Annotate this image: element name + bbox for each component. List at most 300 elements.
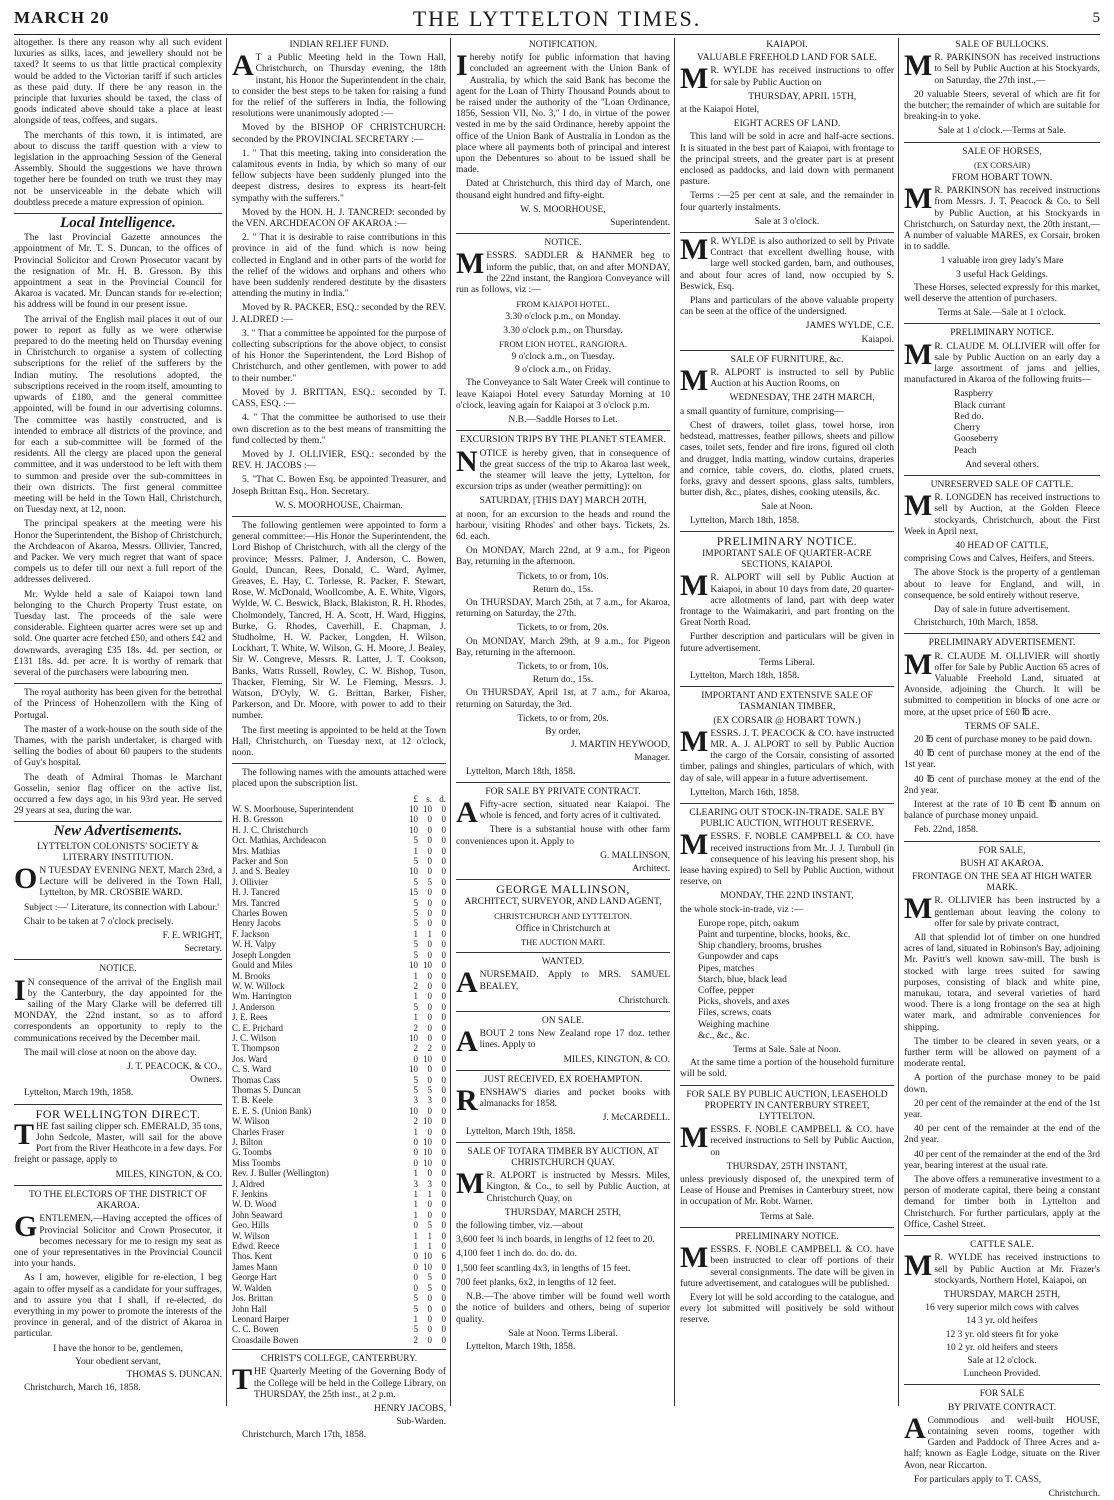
divider (680, 350, 894, 351)
pence: 0 (441, 1012, 446, 1023)
table-row (232, 1033, 446, 1043)
list-item: 1 valuable iron grey lady's Mare (940, 256, 1064, 267)
subscriber-name: Joseph Longden (232, 949, 291, 960)
shillings: 5 (427, 1282, 432, 1293)
signature: THOMAS S. DUNCAN. (126, 1369, 222, 1380)
pence: 0 (441, 1043, 446, 1054)
pounds: 2 (413, 1334, 418, 1345)
ad-body: The above offers a remunerative investment to a person of moderate capital, there being a constant demand for timber both in Lyttelton and Christchurch. For further particulars, apply at the Office, Cashel Street. (904, 1175, 1100, 1230)
pounds: 0 (413, 1261, 418, 1272)
ad-body: Dated at Christchurch, this third day of March, one thousand eight hundred and fifty-eight. (456, 179, 670, 201)
pounds: 1 (413, 1168, 418, 1179)
table-row (232, 1293, 446, 1303)
divider (14, 1104, 222, 1105)
ad-body: Sale at Noon. Terms Liberal. (508, 1328, 618, 1339)
ad-subheading: EIGHT ACRES OF LAND. (733, 119, 841, 130)
subscriber-name: James Mann (232, 1261, 278, 1272)
table-row (232, 1095, 446, 1105)
divider (904, 142, 1100, 143)
column-4 (680, 38, 894, 1406)
ad-body: MESSRS. J. T. PEACOCK & CO. have instructed MR. A. J. ALPORT to sell by Public Auction the cargo of the Corsair, consisting of assorted timber, palings and shingles, particulars of which, with day of sale, will appear in a future advertisement. (680, 724, 894, 784)
resolution-mover: Moved by the HON. H. J. TANCRED: seconded by the VEN. ARCHDEACON OF AKAROA :— (232, 207, 446, 230)
signature: J. T. PEACOCK, & CO., (127, 1062, 222, 1073)
pounds: 3 (413, 1095, 418, 1106)
ad-body: And several others. (965, 459, 1039, 470)
pence: 0 (441, 876, 446, 887)
ad-title: PRELIMINARY NOTICE. (716, 533, 858, 548)
pence: 0 (441, 1220, 446, 1231)
pounds: 0 (413, 1053, 418, 1064)
shillings: 0 (427, 1209, 432, 1220)
resolution-mover: Moved by J. BRITTAN, ESQ.: seconded by T. CASS, ESQ. :— (232, 387, 446, 410)
divider (680, 531, 894, 532)
ad-date: Lyttelton, March 16th, 1858. (690, 787, 800, 798)
table-row (232, 835, 446, 845)
ad-body: THE fast sailing clipper sch. EMERALD, 35 tons, John Sedcole, Master, will sail for the above Port from the River Heathcote in a few days. For freight or passage, apply to (14, 1117, 222, 1166)
pence: 0 (441, 908, 446, 919)
ad-title: WANTED. (541, 957, 585, 968)
shillings: 10 (423, 1116, 432, 1127)
list-item: Red do. (954, 411, 984, 422)
pounds: 5 (413, 835, 418, 846)
ad-body: A portion of the purchase money to be paid down. (904, 1073, 1100, 1095)
subscriber-name: C. S. Ward (232, 1064, 272, 1075)
ad-body: On MONDAY, March 29th, at 9 a.m., for Pigeon Bay, returning in the afternoon. (456, 636, 670, 658)
pence: 0 (441, 1209, 446, 1220)
pounds: 5 (413, 856, 418, 867)
divider (456, 1142, 670, 1143)
column-rule (898, 38, 899, 1406)
list-item: Pipes, matches (698, 963, 755, 974)
section-heading-local-intelligence: Local Intelligence. (60, 215, 176, 232)
signature: W. S. MOORHOUSE, (520, 204, 606, 215)
pounds: 1 (413, 1230, 418, 1241)
divider (904, 1384, 1100, 1385)
signature: Manager. (634, 753, 670, 764)
list-item: 10 2 yr. old heifers and steers (946, 1342, 1058, 1353)
subscriber-name: J. C. Wilson (232, 1032, 276, 1043)
pence: 0 (441, 845, 446, 856)
pounds: 5 (413, 939, 418, 950)
subscriber-name: Rev. J. Buller (Wellington) (232, 1168, 329, 1179)
ad-title: FOR WELLINGTON DIRECT. (35, 1106, 201, 1121)
pence: 0 (441, 1053, 446, 1064)
ad-body: Chair to be taken at 7 o'clock precisely. (24, 916, 174, 927)
news-paragraph: The master of a work-house on the south side of the Thames, with the parish undertaker, is charged with selling the bodies of about 60 paupers to the students of Guy's hospital. (14, 724, 222, 769)
signature: JAMES WYLDE, C.E. (805, 321, 894, 332)
ad-body: The timber to be cleared in seven years, or a further term will be allowed on payment of a moderate rental. (904, 1036, 1100, 1070)
subscriber-name: G. Toombs (232, 1147, 272, 1158)
ad-body: Luncheon Provided. (963, 1369, 1041, 1380)
ad-body: 700 feet planks, 6x2, in lengths of 12 feet. (456, 1277, 617, 1288)
shillings: 0 (427, 918, 432, 929)
pence: 0 (441, 1303, 446, 1314)
pounds: 5 (413, 1324, 418, 1335)
ad-subheading: FROM KAIAPOI HOTEL. (516, 299, 610, 310)
pence: 0 (441, 928, 446, 939)
ad-title: INDIAN RELIEF FUND. (289, 40, 389, 50)
ad-body: These Horses, selected expressly for this market, well deserve the attention of purchasers. (904, 282, 1100, 305)
shillings: 1 (427, 1189, 432, 1200)
ad-subheading: THURSDAY, MARCH 25TH, (943, 1289, 1061, 1300)
table-row (232, 929, 446, 939)
table-row (232, 1179, 446, 1189)
fruit-list (954, 389, 1100, 456)
pounds: 5 (413, 1001, 418, 1012)
table-row (232, 1189, 446, 1199)
table-row (232, 1283, 446, 1293)
shillings: 0 (427, 814, 432, 825)
column-5 (904, 38, 1100, 1499)
shillings: 0 (427, 866, 432, 877)
divider (14, 213, 222, 214)
ad-subheading: THURSDAY, MARCH 25TH, (504, 1207, 622, 1218)
signature: Kaiapoi. (861, 334, 894, 345)
table-row (232, 971, 446, 981)
ad-body: Terms at Sale.—Sale at 1 o'clock. (938, 308, 1066, 319)
ad-body: Subject :—' Literature, its connection with Labour.' (24, 902, 219, 913)
subscriber-name: H. J. Tancred (232, 887, 280, 898)
table-row (232, 1210, 446, 1220)
ad-subheading: FROM HOBART TOWN. (951, 173, 1053, 184)
subscriber-name: Packer and Son (232, 856, 288, 867)
pence: 0 (441, 1116, 446, 1127)
table-row (232, 1137, 446, 1147)
pounds: 10 (409, 824, 418, 835)
subscriber-name: M. Brooks (232, 970, 271, 981)
divider (904, 841, 1100, 842)
news-paragraph: The last Provincial Gazette announces the appointment of Mr. T. S. Duncan, to the offices of Provincial Solicitor and Crown Prosecutor vacant by the resignation of Mr. H. B. Gresson. By this appointment a seat in the Provincial Council for Akaroa is vacated. Mr. Duncan stands for re-election; his address will be found in our present issue. (14, 233, 222, 311)
ad-subheading: WEDNESDAY, THE 24TH MARCH, (729, 393, 875, 404)
ad-body: At the same time a portion of the household furniture will be sold. (680, 1058, 894, 1080)
pounds: 15 (409, 887, 418, 898)
pence: 6 (441, 1251, 446, 1262)
ad-body: The above Stock is the property of a gentleman about to leave for England, and will, in consequence, be sold entirely without reserve. (904, 568, 1100, 601)
pence: 0 (441, 1168, 446, 1179)
pence: 0 (441, 1095, 446, 1106)
ad-title: ON SALE. (541, 1016, 585, 1027)
table-row (232, 1199, 446, 1209)
table-row (232, 1116, 446, 1126)
news-paragraph: Mr. Wylde held a sale of Kaiapoi town land belonging to the Church Property Trust estate, on Tuesday last. The proceeds of the sale were considerable. Eighteen quarter acres were set up and sold. One quarter acre fetched £50, and others £42 and downwards, averaging £35 18s. 4d. per section, or £131 18s. 4d. per acre. It is worthy of remark that several of the purchasers were labouring men. (14, 589, 222, 678)
pence: 0 (441, 1261, 446, 1272)
shillings: 1 (427, 1230, 432, 1241)
ad-date: Lyttelton, March 19th, 1858. (466, 1126, 576, 1137)
shillings: 10 (423, 804, 432, 814)
shillings: 0 (427, 1074, 432, 1085)
ad-body: On THURSDAY, April 1st, at 7 a.m., for Akaroa, returning on Saturday, the 3rd. (456, 688, 670, 710)
table-row (232, 1168, 446, 1178)
subscriber-name: Leonard Harper (232, 1313, 290, 1324)
divider (14, 821, 222, 822)
table-row (232, 1314, 446, 1324)
pounds: 5 (413, 949, 418, 960)
pence: 0 (441, 824, 446, 835)
signature: W. S. MOORHOUSE, Chairman. (275, 500, 403, 511)
ad-date: Christchurch, March 17th, 1858. (242, 1430, 367, 1441)
table-row (232, 1324, 446, 1334)
ad-body: A Commodious and well-built HOUSE, containing seven rooms, together with Garden and Paddock of Three Acres and a-half; known as Eagle Lodge, situate on the River Avon, near Riccarton. (904, 1411, 1100, 1471)
pence: 0 (441, 980, 446, 991)
subscriber-name: W. Wilson (232, 1230, 270, 1241)
pounds: 0 (413, 1282, 418, 1293)
ad-body: Return do., 15s. (532, 584, 594, 595)
ad-body: By order, (545, 726, 581, 737)
shillings: 0 (427, 1293, 432, 1304)
ad-body: N.B.—The above timber will be found well worth the notice of builders and others, being of superior quality. (456, 1292, 670, 1325)
pence: 0 (441, 1105, 446, 1116)
pence: 0 (441, 1178, 446, 1189)
table-row (232, 918, 446, 928)
subscriber-name: W. W. Willock (232, 980, 285, 991)
ad-title: NOTICE. (99, 964, 137, 975)
ad-date: Christchurch, 10th March, 1858. (914, 618, 1039, 629)
pence: d. (439, 793, 446, 804)
ad-body: The Conveyance to Salt Water Creek will continue to leave Kaiapoi Hotel every Saturday Morning at 10 o'clock, leaving again for Kaiapoi at 3 o'clock p.m. (456, 378, 670, 411)
pence: 0 (441, 1074, 446, 1085)
subscriber-name: C. E. Prichard (232, 1022, 283, 1033)
pence: 0 (441, 970, 446, 981)
table-row (232, 846, 446, 856)
shillings: 0 (427, 1334, 432, 1345)
subscriber-name: Mrs. Mathias (232, 845, 280, 856)
table-row (232, 1158, 446, 1168)
shillings: 0 (427, 824, 432, 835)
ad-body: RENSHAW'S diaries and pocket books with almanacks for 1858. (456, 1084, 670, 1118)
ad-subheading: THE AUCTION MART. (520, 937, 606, 948)
editorial-paragraph: The merchants of this town, it is intimated, are about to discuss the tariff question with a view to legislation in the approaching Session of the General Assembly. Should the suggestions we have thrown together here be founded on truth we trust they may not be unserviceable in the debate which will doubtless precede a mature expression of opinion. (14, 130, 222, 208)
ad-subheading: BY PRIVATE CONTRACT. (947, 1402, 1057, 1413)
shillings: 0 (427, 845, 432, 856)
pounds: 10 (409, 960, 418, 971)
list-item: Weighing machine (698, 1019, 770, 1030)
table-row (232, 1147, 446, 1157)
pounds: £ (413, 793, 418, 804)
pounds: 10 (409, 1032, 418, 1043)
pounds: 5 (413, 897, 418, 908)
pence: 0 (441, 1032, 446, 1043)
subscriber-name: H. B. Gresson (232, 814, 283, 825)
pence: 0 (441, 1282, 446, 1293)
subscriber-name: F. Jackson (232, 928, 270, 939)
subscriber-name: Geo. Hills (232, 1220, 269, 1231)
table-row (232, 1023, 446, 1033)
ad-title: PRELIMINARY NOTICE. (735, 1231, 839, 1242)
ad-body: M R. WYLDE is also authorized to sell by Private Contract that excellent dwelling house, with large well stocked garden, barn, and outhouses, and about four acres of land, now occupied by S. Beswick, Esq. (680, 233, 894, 292)
subscriber-name: J. Anderson (232, 1001, 275, 1012)
subscriber-name: J. and S. Bealey (232, 866, 290, 877)
ad-subheading: (EX CORSAIR @ HOBART TOWN.) (713, 715, 861, 726)
subscriber-name: W. Walden (232, 1282, 272, 1293)
shillings: 0 (427, 1105, 432, 1116)
subscriber-name: Jos. Brittan (232, 1293, 274, 1304)
timetable-entry: 9 o'clock a.m., on Tuesday. (511, 352, 615, 363)
list-item: &c., &c., &c. (698, 1030, 750, 1041)
shillings: 0 (427, 949, 432, 960)
pence: 0 (441, 949, 446, 960)
ad-body: Plans and particulars of the above valuable property can be seen at the office of the undersigned. (680, 296, 894, 318)
shillings: 0 (427, 970, 432, 981)
table-row (232, 1054, 446, 1064)
ad-body: A Fifty-acre section, situated near Kaiapoi. The whole is fenced, and forty acres of it cultivated. (456, 795, 670, 829)
ad-title: SALE OF TOTARA TIMBER BY AUCTION, AT CHRISTCHURCH QUAY. (467, 1146, 659, 1169)
news-paragraph: The arrival of the English mail places it out of our power to report as fully as we were otherwise prepared to do the meeting held on Thursday evening in Christchurch to organise a system of collecting subscriptions for the relief of the sufferers by the Indian mutiny. The resolutions adopted, the subscriptions received in the room itself, amounting to upwards of £180, and the general committee appointed, will be found in our advertising columns. The committee was hastily constructed, and is intended to embrace all districts of the province, and for each a sub-committee will be formed of the residents. All the clergy are placed upon the general committee, and it was understood to be left with them to summon and preside over the sub-committees in their own districts. The first general committee meeting will be held in the Town Hall, Christchurch, on Tuesday next, at 12, noon. (14, 314, 222, 516)
pence: 0 (441, 1137, 446, 1147)
ad-title: SALE OF BULLOCKS. (955, 40, 1049, 50)
subscriber-name: Jos. Ward (232, 1053, 268, 1064)
pounds: 0 (413, 1251, 418, 1262)
subscriber-name: Mrs. Tancred (232, 897, 280, 908)
list-item: Raspberry (954, 389, 994, 400)
signature: Secretary. (184, 944, 222, 955)
pounds: 5 (413, 1293, 418, 1304)
ad-body: N.B.—Saddle Horses to Let. (508, 415, 618, 426)
pounds: 0 (413, 1220, 418, 1231)
pence: 0 (441, 1064, 446, 1075)
ad-title: KAIAPOI. (766, 40, 808, 50)
ad-body: Sale at 12 o'clock. (967, 1355, 1037, 1366)
table-row (232, 1127, 446, 1137)
ad-title: CLEARING OUT STOCK-IN-TRADE. SALE BY PUBLIC AUCTION, WITHOUT RESERVE. (689, 807, 885, 830)
shillings: 0 (427, 887, 432, 898)
shillings: 10 (423, 1261, 432, 1272)
table-row (232, 991, 446, 1001)
table-header-row (232, 794, 446, 804)
ad-body: Tickets, to or from, 10s. (517, 571, 609, 582)
ad-body: M R. PARKINSON has received instructions from Messrs. J. T. Peacock & Co. to Sell by Public Auction, at his Stockyards in Christchurch, on Saturday next, the 20th instant,—A number of valuable MARES, ex Corsair, broken in to saddle. (904, 182, 1100, 253)
issue-date: MARCH 20 (14, 8, 110, 27)
ad-title: TO THE ELECTORS OF THE DISTRICT OF AKAROA. (28, 1189, 208, 1212)
ad-body: M R. CLAUDE M. OLLIVIER will shortly offer for Sale by Public Auction 65 acres of Valuable Freehold Land, situated at Avonside, adjoining the Church. It will be submitted to competition in blocks of one acre or more, at the upset price of £60 ℔ acre. (904, 647, 1100, 718)
ad-body: unless previously disposed of, the unexpired term of Lease of House and Premises in Canterbury street, now in occupation of Mr. Robt. Warner. (680, 1175, 894, 1208)
divider (904, 633, 1100, 634)
list-item: 12 3 yr. old steers fit for yoke (945, 1329, 1059, 1340)
divider (456, 879, 670, 880)
shillings: 5 (427, 1220, 432, 1231)
pounds: 1 (413, 1012, 418, 1023)
ad-subheading: SATURDAY, [THIS DAY] MARCH 20TH, (479, 496, 647, 507)
pence: 0 (441, 1126, 446, 1137)
signature: Sub-Warden. (396, 1417, 446, 1428)
pence: 0 (441, 1189, 446, 1200)
subscriber-name: Thomas Cass (232, 1074, 281, 1085)
shillings: 0 (427, 1199, 432, 1210)
ad-subheading: FRONTAGE ON THE SEA AT HIGH WATER MARK. (912, 872, 1092, 894)
pence: 0 (441, 814, 446, 825)
subscriber-name: John Seaward (232, 1209, 283, 1220)
resolution-mover: Moved by R. PACKER, ESQ.: seconded by the REV. J. ALDRED :— (232, 303, 446, 325)
ad-body: The mail will close at noon on the above day. (24, 1047, 197, 1058)
ad-subheading: MONDAY, THE 22ND INSTANT, (720, 891, 854, 902)
shillings: 10 (423, 1147, 432, 1158)
list-item: 14 3 yr. old heifers (966, 1316, 1038, 1327)
table-row (232, 1304, 446, 1314)
ad-body: Sale at 1 o'clock.—Terms at Sale. (938, 126, 1066, 137)
pounds: 5 (413, 1303, 418, 1314)
pence: 0 (441, 835, 446, 846)
subscriber-name: Thomas S. Duncan (232, 1084, 301, 1095)
pence: 0 (441, 897, 446, 908)
ad-body: This land will be sold in acre and half-acre sections. It is situated in the best part of Kaiapoi, with frontage to the principal streets, and the greater part is at present enclosed as paddocks, and laid down with permanent pasture. (680, 132, 894, 188)
ad-body: MESSRS. SADDLER & HANMER beg to inform the public, that, on and after MONDAY, the 22nd instant, the Rangiora Conveyance will run as follows, viz :— (456, 247, 670, 296)
subscriber-name: F. Jenkins (232, 1189, 268, 1200)
ad-body: 20 ℔ cent of purchase money to be paid down. (914, 734, 1093, 745)
table-row (232, 1262, 446, 1272)
signature: MILES, KINGTON, & CO. (563, 1054, 670, 1065)
table-row (232, 939, 446, 949)
pounds: 1 (413, 1313, 418, 1324)
subscriber-name: W. D. Wood (232, 1199, 277, 1210)
ad-body: On MONDAY, March 22nd, at 9 a.m., for Pigeon Bay, returning in the afternoon. (456, 546, 670, 568)
ad-title: FOR SALE (979, 1389, 1025, 1400)
subscriber-name: E. E. S. (Union Bank) (232, 1105, 312, 1116)
ad-title: IMPORTANT AND EXTENSIVE SALE OF TASMANIAN TIMBER, (701, 691, 873, 713)
pounds: 1 (413, 1199, 418, 1210)
table-row (232, 1106, 446, 1116)
signature: Superintendent. (610, 218, 670, 229)
pounds: 1 (413, 970, 418, 981)
divider (14, 1185, 222, 1186)
list-item: 3 useful Hack Geldings. (956, 269, 1048, 280)
signature: J. MARTIN HEYWOOD, (570, 740, 670, 751)
table-row (232, 1075, 446, 1085)
shillings: 1 (427, 1241, 432, 1252)
table-row (232, 950, 446, 960)
ad-body: Further description and particulars will be given in future advertisement. (680, 632, 894, 654)
subscriber-name: J. Aldred (232, 1178, 265, 1189)
ad-body: Sale at 3 o'clock. (754, 216, 820, 227)
pence: 0 (441, 1241, 446, 1252)
pounds: 1 (413, 1126, 418, 1137)
pence: 0 (441, 866, 446, 877)
divider (456, 782, 670, 783)
timetable-entry: 9 o'clock a.m., on Friday. (514, 365, 612, 376)
pounds: 0 (413, 1272, 418, 1283)
ad-title: NOTICE. (544, 238, 582, 249)
ad-body: 1,500 feet scantling 4x3, in lengths of 15 feet. (456, 1263, 631, 1274)
ad-body: M R. WYLDE has received instructions to offer for sale by Public Auction on (680, 62, 894, 96)
pounds: 1 (413, 1189, 418, 1200)
ad-title: PRELIMINARY ADVERTISEMENT. (928, 638, 1076, 649)
table-row (232, 825, 446, 835)
shillings: 0 (427, 856, 432, 867)
page-number: 5 (1092, 10, 1100, 26)
pounds: 10 (409, 814, 418, 825)
ad-body: GENTLEMEN,—Having accepted the offices of Provincial Solicitor and Crown Prosecutor, it becomes necessary for me to resign my seat as one of your representatives in the Provincial Council into your hands. (14, 1210, 222, 1270)
table-row (232, 1043, 446, 1053)
shillings: 3 (427, 1095, 432, 1106)
column-1 (14, 38, 222, 1406)
ad-body: 40 per cent of the remainder at the end of the 2nd year. (904, 1124, 1100, 1146)
ad-subheading: BUSH AT AKAROA. (960, 858, 1044, 869)
pence: 0 (441, 991, 446, 1002)
list-item: Gunpowder and caps (698, 952, 779, 963)
subscriber-name: W. H. Valpy (232, 939, 277, 950)
ad-body: at the Kaiapoi Hotel, (680, 105, 760, 116)
ad-subheading: FROM LION HOTEL, RANGIORA. (499, 338, 627, 349)
ad-body: A T a Public Meeting held in the Town Hall, Christchurch, on Thursday evening, the 18th instant, his Honor the Superintendent in the chair, to consider the best steps to be taken for raising a fund for the relief of the sufferers in India, the following resolutions were unanimously adopted :— (232, 49, 446, 120)
divider (456, 430, 670, 431)
ad-body: 4,100 feet 1 inch do. do. do. do. (456, 1249, 577, 1260)
pounds: 5 (413, 908, 418, 919)
signature: Christchurch. (1048, 1488, 1100, 1499)
divider (680, 1085, 894, 1086)
ad-body: 20 valuable Steers, several of which are fit for the butcher; the remainder of which are suitable for breaking-in to yoke. (904, 89, 1100, 123)
pounds: 1 (413, 991, 418, 1002)
ad-title: FOR SALE, (978, 845, 1026, 856)
shillings: 0 (427, 980, 432, 991)
ad-body: Tickets, to or from, 20s. (517, 713, 609, 724)
